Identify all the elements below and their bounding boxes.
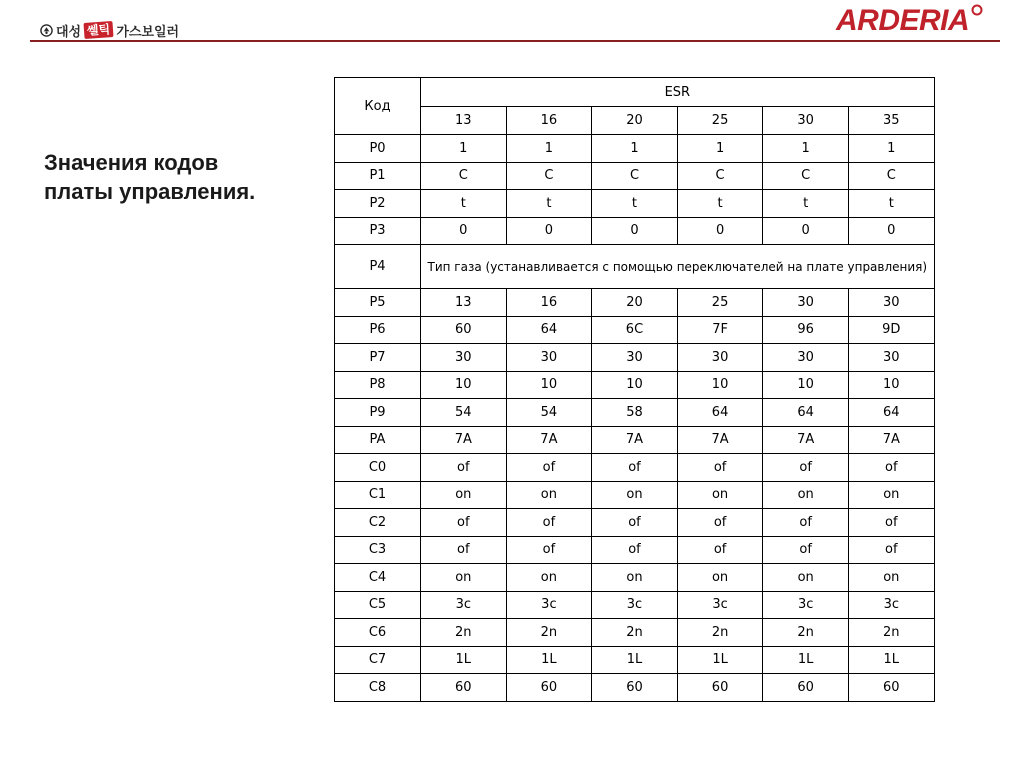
value-cell: on: [592, 481, 678, 509]
value-cell: 3c: [677, 591, 763, 619]
value-cell: 96: [763, 316, 849, 344]
value-cell: of: [506, 454, 592, 482]
row-code-cell: C5: [335, 591, 421, 619]
table-row: [335, 564, 935, 592]
table-row: [335, 162, 935, 190]
value-cell: 30: [421, 344, 507, 372]
value-cell: 25: [677, 289, 763, 317]
value-cell: of: [421, 454, 507, 482]
value-cell: t: [848, 190, 934, 218]
table-row: [335, 481, 935, 509]
value-cell: 13: [421, 289, 507, 317]
value-cell: 1L: [506, 646, 592, 674]
value-cell: 7A: [848, 426, 934, 454]
value-cell: on: [848, 481, 934, 509]
table-row: [335, 619, 935, 647]
value-cell: C: [763, 162, 849, 190]
value-cell: 30: [763, 289, 849, 317]
value-cell: on: [677, 481, 763, 509]
value-cell: 7F: [677, 316, 763, 344]
value-cell: 2n: [592, 619, 678, 647]
arderia-logo-text: ARDERIA: [836, 4, 970, 37]
page-title: [44, 148, 324, 206]
value-cell: 16: [506, 289, 592, 317]
row-code-cell: P3: [335, 217, 421, 245]
value-cell: 1L: [592, 646, 678, 674]
arderia-logo: [836, 2, 983, 40]
row-code-cell: C2: [335, 509, 421, 537]
value-cell: 2n: [677, 619, 763, 647]
column-header-cell: 35: [848, 107, 934, 135]
value-cell: on: [592, 564, 678, 592]
value-cell: 1: [848, 135, 934, 163]
row-code-cell: P4: [335, 245, 421, 289]
table-row: [335, 454, 935, 482]
value-cell: 30: [506, 344, 592, 372]
page-title-line2: платы управления.: [44, 179, 256, 204]
code-header-cell: Код: [335, 78, 421, 135]
value-cell: 0: [421, 217, 507, 245]
value-cell: C: [592, 162, 678, 190]
value-cell: 10: [677, 371, 763, 399]
value-cell: 3c: [848, 591, 934, 619]
value-cell: t: [506, 190, 592, 218]
value-cell: 60: [421, 316, 507, 344]
logo-left-text: 대성: [56, 24, 82, 40]
value-cell: of: [763, 509, 849, 537]
value-cell: 1L: [677, 646, 763, 674]
value-cell: 54: [421, 399, 507, 427]
value-cell: of: [848, 454, 934, 482]
table-row: [335, 509, 935, 537]
esr-header-cell: ESR: [421, 78, 935, 107]
value-cell: C: [677, 162, 763, 190]
value-cell: C: [848, 162, 934, 190]
table-row: [335, 316, 935, 344]
value-cell: on: [506, 481, 592, 509]
table-row: [335, 190, 935, 218]
page-title-line1: Значения кодов: [44, 150, 219, 175]
value-cell: 30: [763, 344, 849, 372]
value-cell: 54: [506, 399, 592, 427]
column-header-cell: 30: [763, 107, 849, 135]
table-row: [335, 289, 935, 317]
value-cell: 58: [592, 399, 678, 427]
value-cell: 64: [677, 399, 763, 427]
value-cell: of: [421, 536, 507, 564]
row-code-cell: PA: [335, 426, 421, 454]
table-row: [335, 135, 935, 163]
value-cell: of: [592, 454, 678, 482]
value-cell: 64: [763, 399, 849, 427]
value-cell: 7A: [421, 426, 507, 454]
value-cell: 7A: [677, 426, 763, 454]
value-cell: 30: [848, 289, 934, 317]
value-cell: 60: [506, 674, 592, 702]
value-cell: 2n: [763, 619, 849, 647]
value-cell: 1L: [421, 646, 507, 674]
value-cell: 3c: [592, 591, 678, 619]
value-cell: 1: [421, 135, 507, 163]
value-cell: 10: [592, 371, 678, 399]
value-cell: 64: [506, 316, 592, 344]
header-divider: [30, 40, 1000, 42]
gas-row-group: [335, 245, 935, 289]
value-cell: of: [848, 536, 934, 564]
table-row: [335, 536, 935, 564]
value-cell: t: [592, 190, 678, 218]
row-code-cell: P6: [335, 316, 421, 344]
value-cell: 1L: [763, 646, 849, 674]
row-code-cell: C1: [335, 481, 421, 509]
value-cell: on: [763, 564, 849, 592]
value-cell: 7A: [506, 426, 592, 454]
row-code-cell: P1: [335, 162, 421, 190]
value-cell: 3c: [763, 591, 849, 619]
value-cell: of: [592, 509, 678, 537]
value-cell: 1L: [848, 646, 934, 674]
row-code-cell: C3: [335, 536, 421, 564]
value-cell: 60: [848, 674, 934, 702]
value-cell: 64: [848, 399, 934, 427]
value-cell: of: [677, 536, 763, 564]
table-row: [335, 426, 935, 454]
value-cell: on: [848, 564, 934, 592]
value-cell: on: [677, 564, 763, 592]
value-cell: t: [421, 190, 507, 218]
gas-type-cell: Тип газа (устанавливается с помощью переключателей на плате управления): [421, 245, 935, 289]
value-cell: 60: [421, 674, 507, 702]
daesung-logo: [40, 20, 179, 40]
value-cell: 10: [421, 371, 507, 399]
value-cell: 60: [763, 674, 849, 702]
value-cell: of: [506, 536, 592, 564]
table-row: [335, 344, 935, 372]
value-cell: 1: [592, 135, 678, 163]
table-row: [335, 399, 935, 427]
value-cell: 2n: [848, 619, 934, 647]
ring-icon: [971, 4, 983, 16]
value-cell: 0: [677, 217, 763, 245]
value-cell: t: [763, 190, 849, 218]
value-cell: 1: [506, 135, 592, 163]
row-code-cell: C4: [335, 564, 421, 592]
value-cell: 0: [506, 217, 592, 245]
value-cell: 1: [677, 135, 763, 163]
value-cell: 2n: [506, 619, 592, 647]
value-cell: 30: [677, 344, 763, 372]
value-cell: 6C: [592, 316, 678, 344]
row-code-cell: C7: [335, 646, 421, 674]
column-header-cell: 20: [592, 107, 678, 135]
value-cell: 7A: [592, 426, 678, 454]
row-code-cell: C8: [335, 674, 421, 702]
value-cell: of: [506, 509, 592, 537]
value-cell: 0: [763, 217, 849, 245]
value-cell: of: [677, 454, 763, 482]
value-cell: C: [506, 162, 592, 190]
table-row: [335, 245, 935, 289]
value-cell: 60: [592, 674, 678, 702]
column-header-cell: 13: [421, 107, 507, 135]
column-header-cell: 16: [506, 107, 592, 135]
value-cell: of: [848, 509, 934, 537]
row-code-cell: P5: [335, 289, 421, 317]
value-cell: on: [421, 564, 507, 592]
value-cell: 30: [848, 344, 934, 372]
slide-header: [0, 0, 1024, 44]
value-cell: 3c: [506, 591, 592, 619]
value-cell: of: [677, 509, 763, 537]
value-cell: 20: [592, 289, 678, 317]
value-cell: 10: [763, 371, 849, 399]
value-cell: on: [421, 481, 507, 509]
value-cell: 7A: [763, 426, 849, 454]
row-code-cell: C6: [335, 619, 421, 647]
column-header-row: [335, 107, 935, 135]
value-cell: of: [592, 536, 678, 564]
value-cell: of: [763, 536, 849, 564]
value-cell: t: [677, 190, 763, 218]
row-code-cell: P0: [335, 135, 421, 163]
row-code-cell: C0: [335, 454, 421, 482]
value-cell: C: [421, 162, 507, 190]
rows-after-gas: [335, 289, 935, 702]
row-code-cell: P9: [335, 399, 421, 427]
value-cell: 60: [677, 674, 763, 702]
value-cell: 0: [848, 217, 934, 245]
recycle-emblem-icon: [40, 24, 53, 37]
logo-left-badge: 쎌틱: [84, 21, 114, 39]
codes-table: [334, 77, 935, 702]
table-row: [335, 217, 935, 245]
value-cell: 30: [592, 344, 678, 372]
value-cell: 10: [848, 371, 934, 399]
value-cell: 3c: [421, 591, 507, 619]
value-cell: 9D: [848, 316, 934, 344]
table-row: [335, 646, 935, 674]
table-row: [335, 591, 935, 619]
row-code-cell: P8: [335, 371, 421, 399]
value-cell: on: [506, 564, 592, 592]
value-cell: 0: [592, 217, 678, 245]
table-row: [335, 674, 935, 702]
value-cell: of: [421, 509, 507, 537]
table-row: [335, 371, 935, 399]
value-cell: 1: [763, 135, 849, 163]
value-cell: of: [763, 454, 849, 482]
value-cell: 10: [506, 371, 592, 399]
rows-before-gas: [335, 135, 935, 245]
value-cell: on: [763, 481, 849, 509]
row-code-cell: P7: [335, 344, 421, 372]
logo-left-suffix: 가스보일러: [116, 24, 180, 40]
row-code-cell: P2: [335, 190, 421, 218]
value-cell: 2n: [421, 619, 507, 647]
column-header-cell: 25: [677, 107, 763, 135]
